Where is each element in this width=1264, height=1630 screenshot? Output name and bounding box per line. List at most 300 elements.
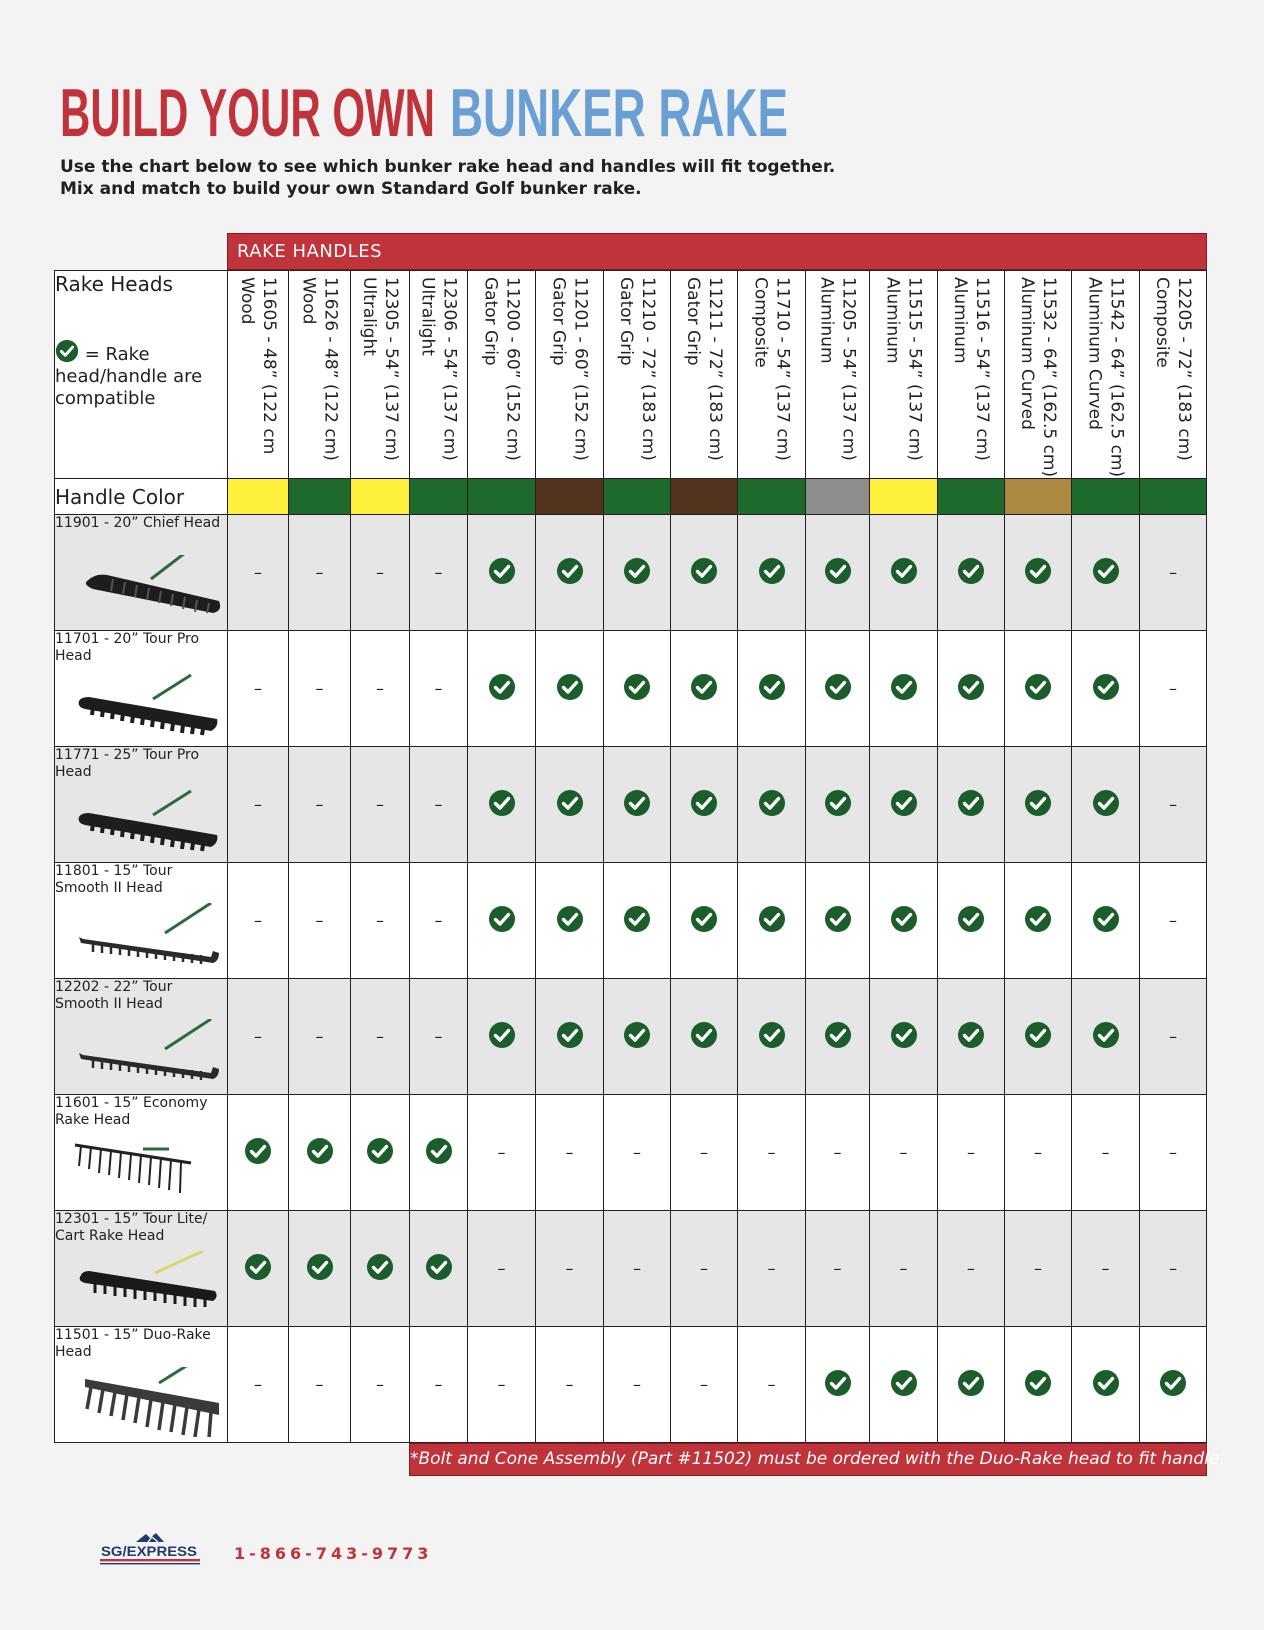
handle-type: Gator Grip <box>548 277 569 366</box>
dash-mark: – <box>700 1375 708 1394</box>
incompatible-cell <box>1005 1095 1072 1211</box>
handle-part-number: 11542 - 64” (162.5 cm) <box>1106 277 1127 478</box>
check-circle-icon <box>890 557 918 585</box>
dash-mark: – <box>1169 1259 1177 1278</box>
compatible-cell <box>738 863 806 979</box>
compatible-cell <box>1072 515 1140 631</box>
compatible-cell <box>938 863 1005 979</box>
handle-label <box>949 277 993 461</box>
compatible-cell <box>1072 631 1140 747</box>
handle-part-number: 11200 - 60” (152 cm) <box>502 277 523 461</box>
incompatible-cell <box>351 1327 410 1443</box>
incompatible-cell <box>410 515 468 631</box>
handle-label <box>548 277 592 461</box>
rake-head-cell <box>55 1327 228 1443</box>
legend <box>55 339 227 410</box>
dash-mark: – <box>315 1027 324 1046</box>
handle-part-number: 11532 - 64” (162.5 cm) <box>1039 277 1059 478</box>
incompatible-cell <box>228 747 289 863</box>
dash-mark: – <box>1034 1259 1042 1278</box>
compatible-cell <box>468 747 536 863</box>
check-circle-icon <box>425 1253 453 1281</box>
rake-head-cell <box>55 863 228 979</box>
rake-handles-banner: RAKE HANDLES <box>227 233 1207 270</box>
check-circle-icon <box>306 1137 334 1165</box>
check-circle-icon <box>957 557 985 585</box>
dash-mark: – <box>254 563 262 582</box>
check-circle-icon <box>1092 557 1120 585</box>
check-circle-icon <box>1024 789 1052 817</box>
handle-color-label: Handle Color <box>55 479 228 515</box>
dash-mark: – <box>254 679 262 698</box>
check-circle-icon <box>957 905 985 933</box>
incompatible-cell <box>1005 1211 1072 1327</box>
incompatible-cell <box>468 1327 536 1443</box>
compatible-cell <box>1072 979 1140 1095</box>
compatible-cell <box>1072 863 1140 979</box>
incompatible-cell <box>351 863 410 979</box>
handle-column-header <box>671 271 738 479</box>
check-circle-icon <box>690 1021 718 1049</box>
incompatible-cell <box>228 1327 289 1443</box>
rake-head-label: 11771 - 25” Tour Pro Head <box>55 747 200 780</box>
handle-column-header <box>289 271 351 479</box>
check-circle-icon <box>824 557 852 585</box>
dash-mark: – <box>315 679 324 698</box>
compatible-cell <box>228 1211 289 1327</box>
rake-head-row <box>55 1095 1207 1211</box>
dash-mark: – <box>899 1143 908 1162</box>
rake-head-row <box>55 747 1207 863</box>
incompatible-cell <box>806 1095 870 1211</box>
handle-color-swatch <box>671 479 738 515</box>
handle-type: Aluminum <box>950 277 970 364</box>
incompatible-cell <box>1140 1095 1207 1211</box>
incompatible-cell <box>289 1327 351 1443</box>
handle-color-swatch <box>1072 479 1140 515</box>
incompatible-cell <box>938 1211 1005 1327</box>
incompatible-cell <box>410 979 468 1095</box>
handle-column-header <box>938 271 1005 479</box>
incompatible-cell <box>228 515 289 631</box>
dash-mark: – <box>254 911 262 930</box>
page-title <box>60 76 820 148</box>
dash-mark: – <box>315 795 324 814</box>
check-circle-icon <box>556 789 584 817</box>
handle-color-swatch <box>738 479 806 515</box>
handle-column-header <box>604 271 671 479</box>
handle-label <box>682 277 726 461</box>
rake-head-cell <box>55 631 228 747</box>
incompatible-cell <box>738 1095 806 1211</box>
compatible-cell <box>870 1327 938 1443</box>
incompatible-cell <box>351 747 410 863</box>
rake-head-image <box>73 671 223 741</box>
check-circle-icon <box>623 673 651 701</box>
compatible-cell <box>289 1211 351 1327</box>
handle-color-swatch <box>1140 479 1207 515</box>
check-circle-icon <box>824 673 852 701</box>
dash-mark: – <box>434 1027 443 1046</box>
rake-head-image <box>73 555 223 625</box>
rake-head-row <box>55 515 1207 631</box>
rake-head-label: 11601 - 15” Economy Rake Head <box>55 1095 208 1128</box>
rake-head-cell <box>55 1095 228 1211</box>
check-circle-icon <box>1159 1369 1187 1397</box>
incompatible-cell <box>671 1327 738 1443</box>
handle-column-header <box>806 271 870 479</box>
check-circle-icon <box>623 1021 651 1049</box>
check-circle-icon <box>957 1369 985 1397</box>
handle-part-number: 12305 - 54” (137 cm) <box>381 277 401 461</box>
rake-head-image <box>73 1135 223 1205</box>
handle-color-swatch <box>536 479 604 515</box>
compatible-cell <box>671 631 738 747</box>
check-circle-icon <box>366 1137 394 1165</box>
title-part2: BUNKER RAKE <box>450 76 788 148</box>
incompatible-cell <box>410 863 468 979</box>
rake-head-row <box>55 1211 1207 1327</box>
handle-column-header <box>351 271 410 479</box>
handle-color-swatch <box>806 479 870 515</box>
check-circle-icon <box>690 557 718 585</box>
compatible-cell <box>1005 979 1072 1095</box>
svg-text:SG/EXPRESS: SG/EXPRESS <box>101 1543 197 1559</box>
check-circle-icon <box>758 1021 786 1049</box>
handle-type: Aluminum <box>882 277 903 364</box>
incompatible-cell <box>604 1095 671 1211</box>
check-circle-icon <box>890 1369 918 1397</box>
rake-head-label: 12202 - 22” Tour Smooth II Head <box>55 979 173 1012</box>
subtitle-line-2: Mix and match to build your own Standard Golf bunker rake. <box>60 179 642 199</box>
compatible-cell <box>536 515 604 631</box>
check-circle-icon <box>366 1253 394 1281</box>
rake-head-row <box>55 863 1207 979</box>
check-circle-icon <box>758 673 786 701</box>
compatible-cell <box>938 1327 1005 1443</box>
incompatible-cell <box>671 1095 738 1211</box>
dash-mark: – <box>633 1259 641 1278</box>
handle-column-header <box>1140 271 1207 479</box>
compatible-cell <box>1005 631 1072 747</box>
check-circle-icon <box>824 789 852 817</box>
compatible-cell <box>870 515 938 631</box>
check-circle-icon <box>1024 905 1052 933</box>
dash-mark: – <box>767 1143 776 1162</box>
compatibility-table <box>54 270 1207 1443</box>
legend-text: = Rake head/handle are compatible <box>55 344 203 409</box>
incompatible-cell <box>870 1211 938 1327</box>
compatible-cell <box>671 979 738 1095</box>
check-circle-icon <box>1092 1021 1120 1049</box>
incompatible-cell <box>289 631 351 747</box>
compatible-cell <box>806 979 870 1095</box>
compatible-cell <box>604 515 671 631</box>
rake-head-row <box>55 631 1207 747</box>
rake-head-cell <box>55 515 228 631</box>
check-circle-icon <box>957 673 985 701</box>
rake-head-label: 12301 - 15” Tour Lite/ Cart Rake Head <box>55 1211 208 1244</box>
rake-head-image <box>73 787 223 857</box>
compatible-cell <box>938 631 1005 747</box>
handle-type: Gator Grip <box>480 277 501 366</box>
handle-color-swatch <box>289 479 351 515</box>
dash-mark: – <box>633 1375 641 1394</box>
incompatible-cell <box>536 1211 604 1327</box>
handle-label <box>1084 277 1128 477</box>
compatible-cell <box>806 863 870 979</box>
incompatible-cell <box>351 979 410 1095</box>
handle-column-header <box>468 271 536 479</box>
incompatible-cell <box>351 631 410 747</box>
compatible-cell <box>870 863 938 979</box>
check-circle-icon <box>1092 789 1120 817</box>
check-circle-icon <box>306 1253 334 1281</box>
dash-mark: – <box>833 1143 842 1162</box>
incompatible-cell <box>228 863 289 979</box>
handle-color-swatch <box>938 479 1005 515</box>
dash-mark: – <box>1034 1143 1042 1162</box>
handle-column-header <box>738 271 806 479</box>
dash-mark: – <box>1101 1259 1110 1278</box>
subtitle-line-1: Use the chart below to see which bunker rake head and handles will fit together. <box>60 157 836 177</box>
handle-part-number: 11205 - 54” (137 cm) <box>838 277 859 461</box>
corner-cell <box>55 271 228 479</box>
rake-head-row <box>55 1327 1207 1443</box>
compatible-cell <box>604 979 671 1095</box>
incompatible-cell <box>1072 1211 1140 1327</box>
rake-head-label: 11901 - 20” Chief Head <box>55 515 221 531</box>
handle-color-swatch <box>410 479 468 515</box>
handle-color-swatch <box>604 479 671 515</box>
compatible-cell <box>738 631 806 747</box>
dash-mark: – <box>376 1375 384 1394</box>
incompatible-cell <box>536 1095 604 1211</box>
handle-label <box>1016 277 1060 477</box>
incompatible-cell <box>468 1211 536 1327</box>
incompatible-cell <box>604 1211 671 1327</box>
handle-label <box>615 277 659 461</box>
compatible-cell <box>671 515 738 631</box>
dash-mark: – <box>967 1143 975 1162</box>
dash-mark: – <box>434 1375 443 1394</box>
dash-mark: – <box>633 1143 641 1162</box>
rake-head-image <box>73 903 223 973</box>
check-circle-icon <box>824 905 852 933</box>
check-circle-icon <box>690 789 718 817</box>
handle-header-row <box>55 271 1207 479</box>
handle-column-header <box>228 271 289 479</box>
dash-mark: – <box>376 1027 384 1046</box>
handle-label <box>298 277 342 461</box>
compatible-cell <box>228 1095 289 1211</box>
handle-part-number: 11211 - 72” (183 cm) <box>705 277 725 461</box>
phone-number[interactable]: 1-866-743-9773 <box>234 1544 433 1563</box>
handle-label <box>480 277 524 461</box>
check-circle-icon <box>758 557 786 585</box>
incompatible-cell <box>1140 979 1207 1095</box>
dash-mark: – <box>700 1143 708 1162</box>
dash-mark: – <box>833 1259 842 1278</box>
rake-head-cell <box>55 979 228 1095</box>
compatible-cell <box>938 747 1005 863</box>
dash-mark: – <box>1169 679 1177 698</box>
incompatible-cell <box>806 1211 870 1327</box>
handle-part-number: 12306 - 54” (137 cm) <box>439 277 460 461</box>
dash-mark: – <box>376 911 384 930</box>
handle-type: Wood <box>298 277 319 325</box>
compatible-cell <box>468 515 536 631</box>
incompatible-cell <box>289 979 351 1095</box>
check-circle-icon <box>1024 1369 1052 1397</box>
incompatible-cell <box>351 515 410 631</box>
compatible-cell <box>1072 747 1140 863</box>
rake-head-row <box>55 979 1207 1095</box>
handle-part-number: 11710 - 54” (137 cm) <box>772 277 793 461</box>
check-circle-icon <box>556 557 584 585</box>
dash-mark: – <box>1169 911 1177 930</box>
handle-column-header <box>870 271 938 479</box>
check-circle-icon <box>890 673 918 701</box>
compatible-cell <box>604 863 671 979</box>
incompatible-cell <box>289 863 351 979</box>
check-circle-icon <box>1024 673 1052 701</box>
incompatible-cell <box>870 1095 938 1211</box>
check-circle-icon <box>556 1021 584 1049</box>
compatible-cell <box>738 979 806 1095</box>
handle-column-header <box>410 271 468 479</box>
incompatible-cell <box>228 979 289 1095</box>
handle-label <box>358 277 402 461</box>
check-circle-icon <box>890 1021 918 1049</box>
footnote: *Bolt and Cone Assembly (Part #11502) must be ordered with the Duo-Rake head to fit handle. <box>409 1443 1207 1476</box>
check-circle-icon <box>1092 905 1120 933</box>
handle-column-header <box>536 271 604 479</box>
compatible-cell <box>1140 1327 1207 1443</box>
rake-head-image <box>73 1367 223 1437</box>
check-circle-icon <box>425 1137 453 1165</box>
incompatible-cell <box>1140 863 1207 979</box>
handle-type: Gator Grip <box>616 277 636 366</box>
check-circle-icon <box>957 789 985 817</box>
check-circle-icon <box>1024 557 1052 585</box>
handle-column-header <box>1072 271 1140 479</box>
check-circle-icon <box>957 1021 985 1049</box>
compatible-cell <box>468 631 536 747</box>
sg-express-logo-graphic <box>100 1532 204 1566</box>
handle-type: Ultralight <box>417 277 438 356</box>
check-circle-icon <box>690 905 718 933</box>
dash-mark: – <box>497 1259 506 1278</box>
handle-color-swatch <box>870 479 938 515</box>
incompatible-cell <box>228 631 289 747</box>
compatible-cell <box>604 631 671 747</box>
compatible-cell <box>870 631 938 747</box>
handle-color-swatch <box>468 479 536 515</box>
compatible-cell <box>938 515 1005 631</box>
incompatible-cell <box>410 1327 468 1443</box>
incompatible-cell <box>738 1327 806 1443</box>
check-circle-icon <box>1024 1021 1052 1049</box>
check-circle-icon <box>623 905 651 933</box>
compatible-cell <box>870 979 938 1095</box>
compatible-cell <box>1072 1327 1140 1443</box>
dash-mark: – <box>967 1259 975 1278</box>
dash-mark: – <box>315 911 324 930</box>
compatible-cell <box>1005 747 1072 863</box>
check-circle-icon <box>690 673 718 701</box>
dash-mark: – <box>767 1259 776 1278</box>
dash-mark: – <box>434 563 443 582</box>
handle-part-number: 12205 - 72” (183 cm) <box>1174 277 1194 461</box>
dash-mark: – <box>315 563 324 582</box>
compatible-cell <box>536 863 604 979</box>
compatible-cell <box>738 747 806 863</box>
check-circle-icon <box>623 557 651 585</box>
handle-label <box>750 277 794 461</box>
incompatible-cell <box>604 1327 671 1443</box>
check-circle-icon <box>556 673 584 701</box>
compatible-cell <box>738 515 806 631</box>
handle-type: Gator Grip <box>683 277 703 366</box>
dash-mark: – <box>1101 1143 1110 1162</box>
incompatible-cell <box>410 747 468 863</box>
rake-head-label: 11701 - 20” Tour Pro Head <box>55 631 200 664</box>
dash-mark: – <box>497 1143 506 1162</box>
rake-head-cell <box>55 1211 228 1327</box>
check-circle-icon <box>1092 1369 1120 1397</box>
incompatible-cell <box>536 1327 604 1443</box>
dash-mark: – <box>565 1259 574 1278</box>
compatible-cell <box>671 863 738 979</box>
handle-color-row <box>55 479 1207 515</box>
check-circle-icon <box>488 905 516 933</box>
compatible-cell <box>351 1095 410 1211</box>
compatible-cell <box>1005 1327 1072 1443</box>
dash-mark: – <box>1169 563 1177 582</box>
check-circle-icon <box>824 1369 852 1397</box>
dash-mark: – <box>254 795 262 814</box>
incompatible-cell <box>738 1211 806 1327</box>
compatible-cell <box>1005 515 1072 631</box>
incompatible-cell <box>1140 515 1207 631</box>
dash-mark: – <box>376 795 384 814</box>
compatible-cell <box>351 1211 410 1327</box>
handle-type: Aluminum Curved <box>1017 277 1037 430</box>
compatible-cell <box>1005 863 1072 979</box>
compatible-cell <box>468 863 536 979</box>
incompatible-cell <box>1140 631 1207 747</box>
compatible-cell <box>806 631 870 747</box>
dash-mark: – <box>899 1259 908 1278</box>
incompatible-cell <box>1072 1095 1140 1211</box>
compatible-cell <box>536 747 604 863</box>
incompatible-cell <box>289 747 351 863</box>
dash-mark: – <box>254 1027 262 1046</box>
rake-head-label: 11501 - 15” Duo-Rake Head <box>55 1327 211 1360</box>
handle-part-number: 11516 - 54” (137 cm) <box>972 277 992 461</box>
dash-mark: – <box>767 1375 776 1394</box>
dash-mark: – <box>376 563 384 582</box>
handle-color-swatch <box>1005 479 1072 515</box>
dash-mark: – <box>434 679 443 698</box>
check-circle-icon <box>824 1021 852 1049</box>
handle-label <box>1151 277 1195 461</box>
handle-part-number: 11210 - 72” (183 cm) <box>638 277 658 461</box>
dash-mark: – <box>434 911 443 930</box>
page-title-graphic <box>60 76 820 148</box>
compatible-cell <box>806 747 870 863</box>
